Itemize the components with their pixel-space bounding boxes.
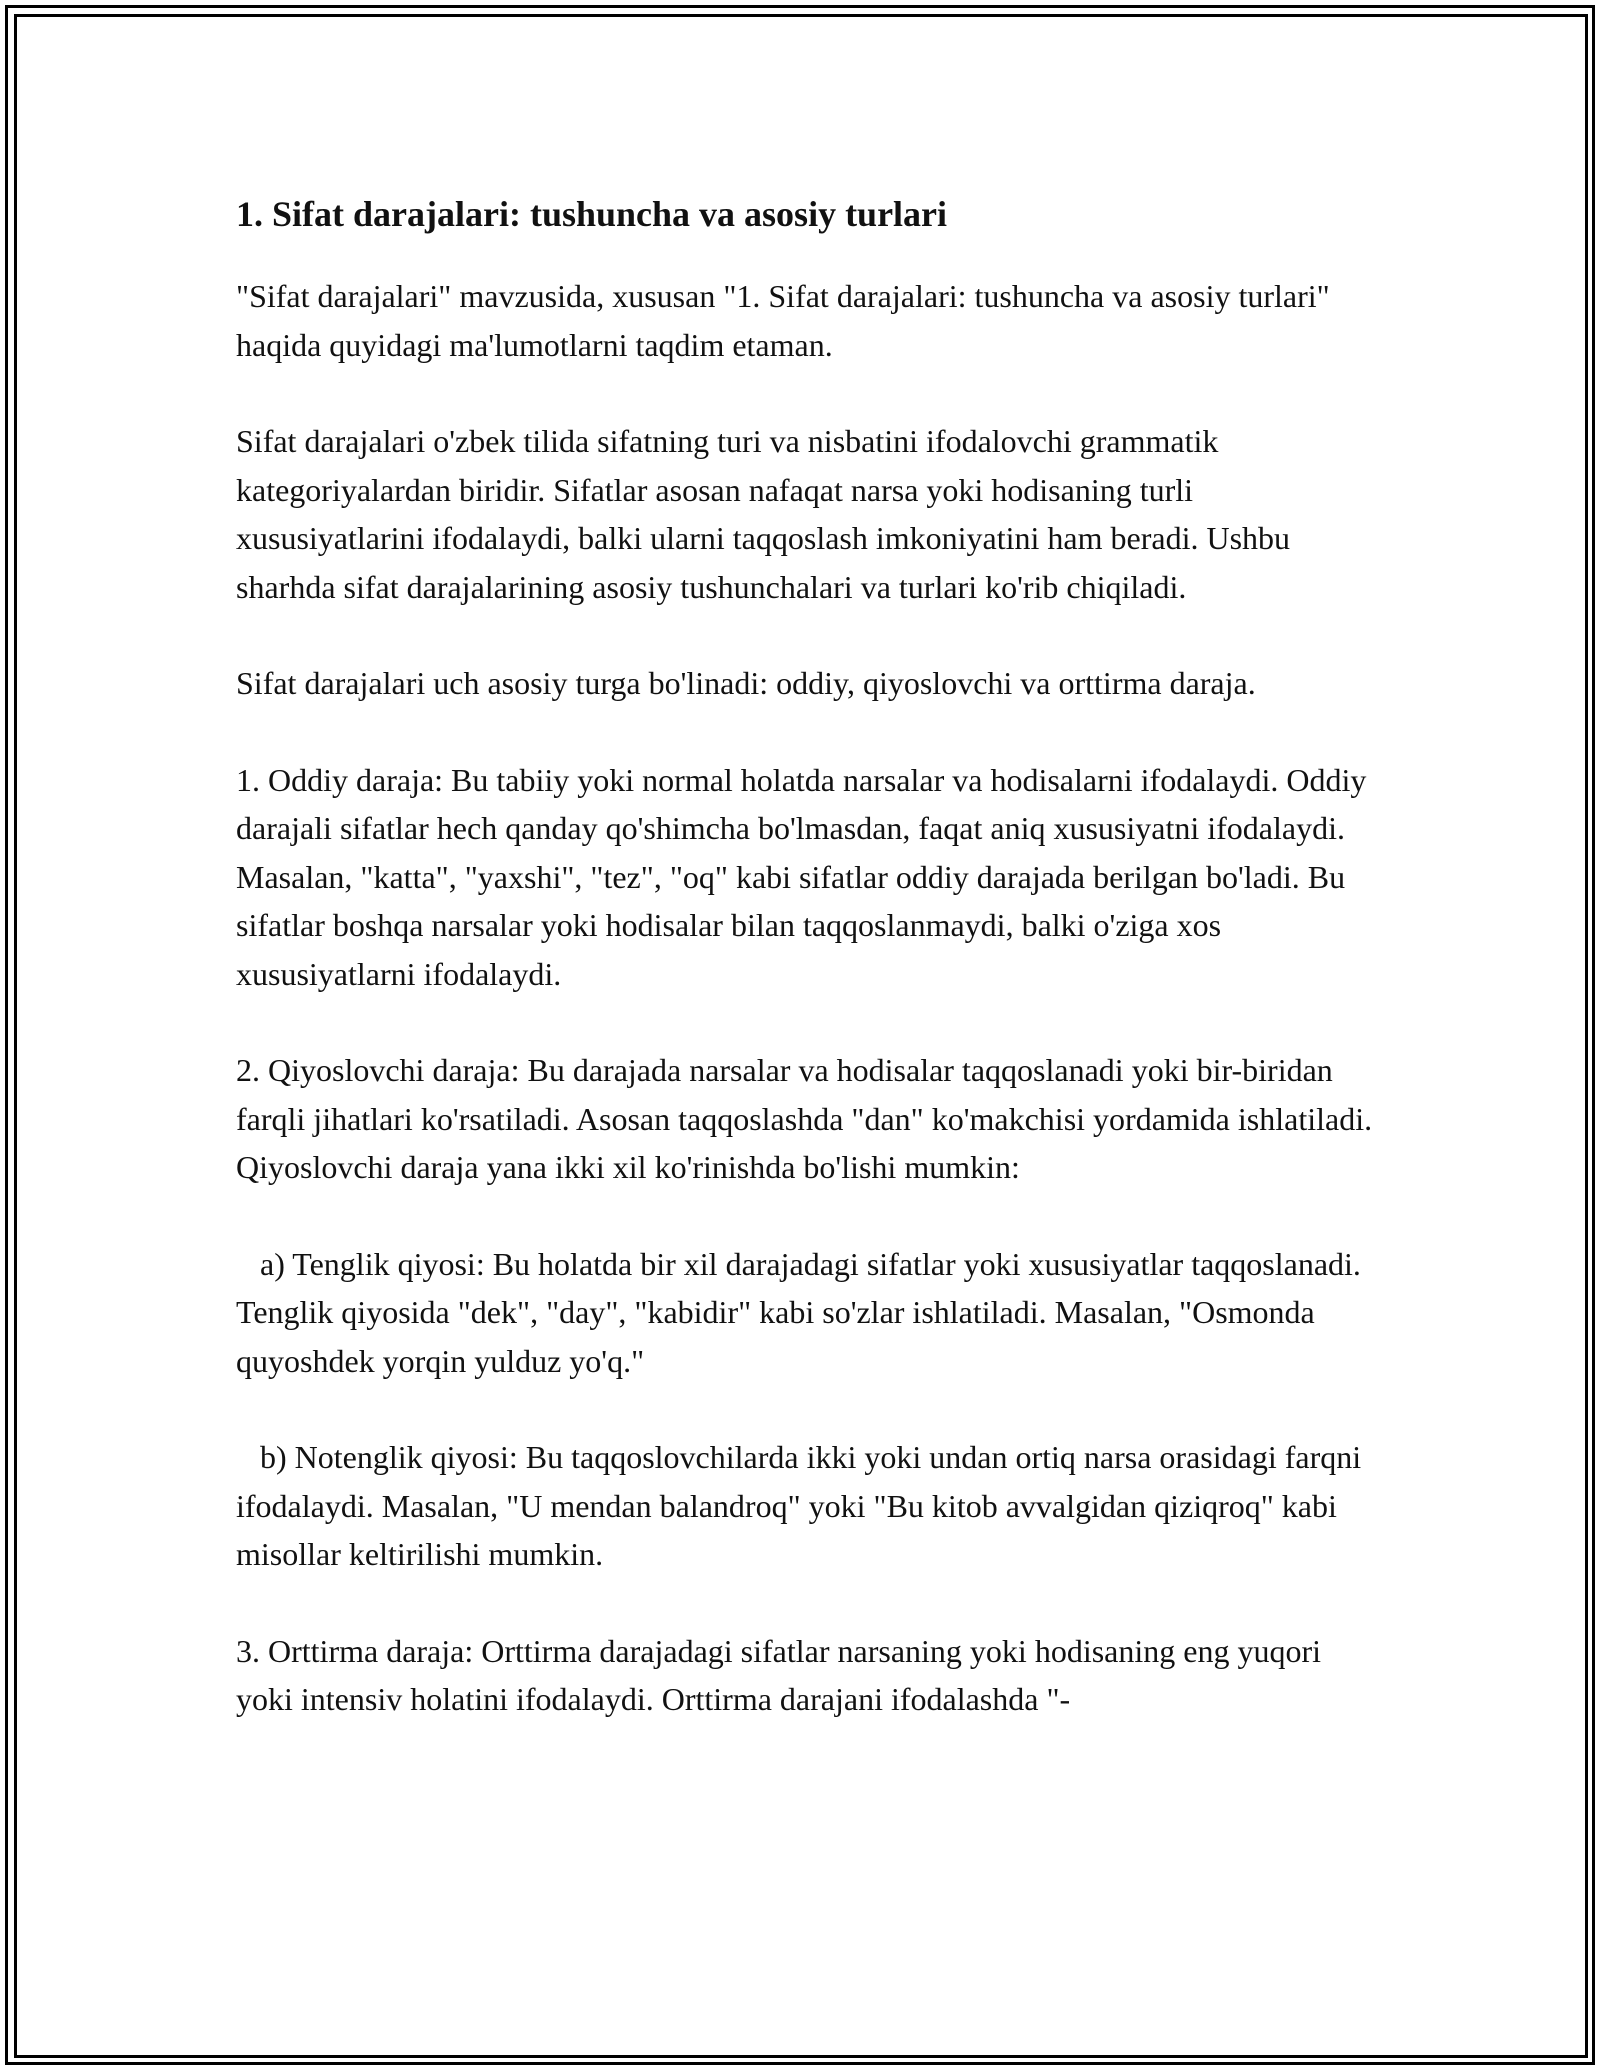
- inequality-comparison-paragraph: b) Notenglik qiyosi: Bu taqqoslovchilarda ikki yoki undan ortiq narsa orasidagi farqni ifodalaydi. Masalan, "U mendan balandroq" yoki "Bu kitob avvalgidan qiziqroq" kabi misollar keltirilishi mumkin.: [236, 1439, 1370, 1572]
- comparative-degree-paragraph: 2. Qiyoslovchi daraja: Bu darajada narsalar va hodisalar taqqoslanadi yoki bir-biridan farqli jihatlari ko'rsatiladi. Asosan taqqoslashda "dan" ko'makchisi yordamida ishlatiladi. Qiyoslovchi daraja yana ikki xil ko'rinishda bo'lishi mumkin:: [236, 1052, 1381, 1185]
- definition-paragraph: Sifat darajalari o'zbek tilida sifatning turi va nisbatini ifodalovchi grammatik kategoriyalardan biridir. Sifatlar asosan nafaqat narsa yoki hodisaning turli xususiyatlarini ifodalaydi, balki ularni taqqoslash imkoniyatini ham beradi. Ushbu sharhda sifat darajalarining asosiy tushunchalari va turlari ko'rib chiqiladi.: [236, 423, 1299, 605]
- intro-paragraph: "Sifat darajalari" mavzusida, xususan "1. Sifat darajalari: tushuncha va asosiy turlari" haqida quyidagi ma'lumotlarni taqdim etaman.: [236, 278, 1338, 363]
- superlative-degree-paragraph: 3. Orttirma daraja: Orttirma darajadagi sifatlar narsaning yoki hodisaning eng yuqori yoki intensiv holatini ifodalaydi. Orttirma darajani ifodalashda "-: [236, 1632, 1329, 1717]
- simple-degree-paragraph: 1. Oddiy daraja: Bu tabiiy yoki normal holatda narsalar va hodisalarni ifodalaydi. Oddiy darajali sifatlar hech qanday qo'shimcha bo'lmasdan, faqat aniq xususiyatni ifodalaydi. Masalan, "katta", "yaxshi", "tez", "oq" kabi sifatlar oddiy darajada berilgan bo'ladi. Bu sifatlar boshqa narsalar yoki hodisalar bilan taqqoslanmaydi, balki o'ziga xos xususiyatlarni ifodalaydi.: [236, 761, 1375, 992]
- types-overview-paragraph: Sifat darajalari uch asosiy turga bo'linadi: oddiy, qiyoslovchi va orttirma daraja.: [236, 665, 1256, 701]
- equality-comparison-paragraph: a) Tenglik qiyosi: Bu holatda bir xil darajadagi sifatlar yoki xususiyatlar taqqoslanadi. Tenglik qiyosida "dek", "day", "kabidir" kabi so'zlar ishlatiladi. Masalan, "Osmonda quyoshdek yorqin yulduz yo'q.": [236, 1245, 1369, 1379]
- section-heading: 1. Sifat darajalari: tushuncha va asosiy turlari: [236, 194, 948, 234]
- document-body: [236, 186, 1381, 1772]
